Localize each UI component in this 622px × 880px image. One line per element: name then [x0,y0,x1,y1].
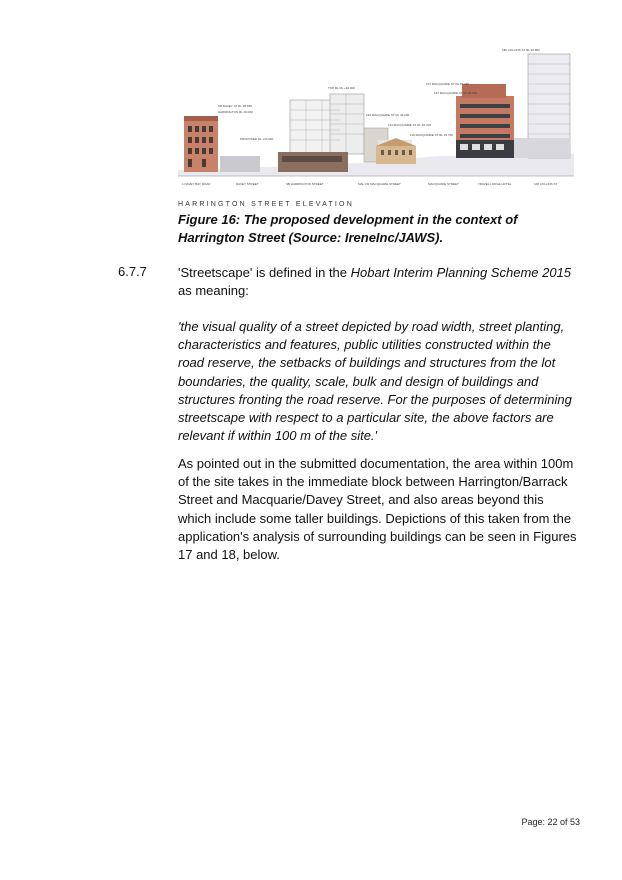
street-label: SB HARRINGTON STREET [286,182,324,186]
tag-186-collins: 186 COLLINS ST RL 92.800 [502,48,540,52]
p1-text-end: as meaning: [178,283,249,299]
tag-157-macquarie: 157 MACQUARIE ST RL 87.260 [426,82,470,86]
documentation-paragraph: As pointed out in the submitted documentation, the area within 100m of the site takes in the immediate block between Harrington/Barrack Street and Macquarie/Davey Street, and also areas beyond this which include some taller buildings. Depictions of this taken from the application's analysis of surrounding buildings can be seen in Figures 17 and 18, below. [178,456,577,563]
tag-proposed: PROPOSED RL +31.000 [240,137,274,141]
section-number: 6.7.7 [118,264,147,279]
street-label: 1 DAVEY BAY ROAD [182,182,211,186]
street-label: MACQUARIE STREET [428,182,459,186]
brick-building-left [184,116,218,172]
tag-top-rl: TOP RL RL +94.900 [328,86,355,90]
tag-114-macquarie: 114 MACQUARIE ST RL 46.700 [388,123,431,127]
harrington-street-elevation-figure [178,44,574,192]
tag-193-macquarie: 193 MACQUARIE ST RL 49.200 [366,113,410,117]
streetscape-definition-paragraph [178,264,580,300]
planning-scheme-title: Hobart Interim Planning Scheme 2015 [350,265,572,280]
tag-167-macquarie: 167 MACQUARIE ST RL 88.000 [434,91,478,95]
tag-harrington: HARRINGTON RL 49.000 [218,110,253,114]
street-label: MAL CR MACQUARIE STREET [358,182,401,186]
elevation-title: HARRINGTON STREET ELEVATION [178,201,354,208]
tag-sb-davey: SB DAVEY ST RL 48.650 [218,104,252,108]
proposed-development-tower [278,94,364,172]
street-label: TRAVEL LODGE HOTEL [478,182,512,186]
p1-text-start: 'Streetscape' is defined in the [178,265,351,280]
streetscape-definition-quote: 'the visual quality of a street depicted by road width, street planting, characteristics and features, public utilities constructed within the road reserve, the setbacks of buildings and structures from the lot boundaries, the quality, scale, bulk and design of buildings and structures fronting the road reserve. For the purposes of determining streetscape with respect to a particular site, the above factors are relevant if within 100 m of the site.' [178,319,572,444]
low-grey-building [220,156,260,172]
page-number: Page: 22 of 53 [521,817,580,827]
tall-tower-collins [514,54,570,158]
street-label: 108 COLLINS ST [534,182,558,186]
street-label: DAVEY STREET [236,182,259,186]
elevation-drawing [178,44,574,192]
figure-caption: Figure 16: The proposed development in the context of Harrington Street (Source: IreneInc/JAWS). [178,212,518,245]
tag-116-macquarie: 116 MACQUARIE ST RL 45.700 [410,133,453,137]
brick-tower-macquarie [456,84,514,158]
